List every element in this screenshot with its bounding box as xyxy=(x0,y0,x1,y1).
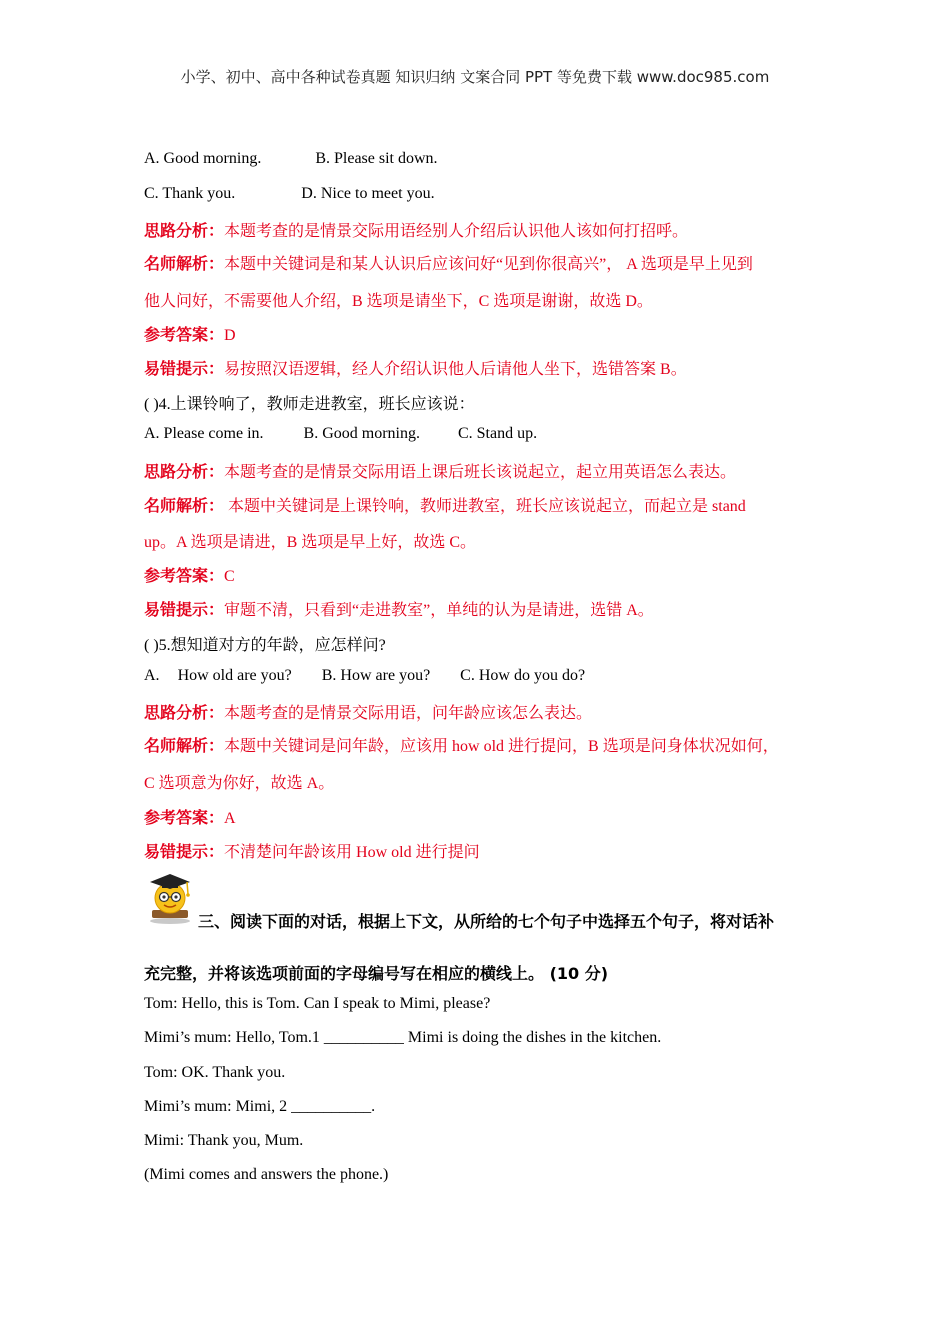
dialogue-line: Mimi: Thank you, Mum. xyxy=(144,1132,304,1149)
q3-explain-line-2: 他人问好，不需要他人介绍，B 选项是请坐下，C 选项是谢谢，故选 D。 xyxy=(144,293,653,310)
q4-option-a: A. Please come in. xyxy=(144,425,264,442)
dialogue-line: Mimi’s mum: Hello, Tom.1 __________ Mimi is doing the dishes in the kitchen. xyxy=(144,1029,662,1046)
q3-answer-label: 参考答案： xyxy=(144,327,225,344)
q4-analysis-label: 思路分析： xyxy=(144,464,225,481)
q5-option-a-letter: A. xyxy=(144,667,160,684)
q4-answer: 参考答案：C xyxy=(144,568,235,585)
q3-answer: 参考答案：D xyxy=(144,327,236,344)
q5-explain-line-2: C 选项意为你好，故选 A。 xyxy=(144,775,335,792)
q5-option-a: How old are you? xyxy=(177,667,292,684)
dialogue-line: Tom: Hello, this is Tom. Can I speak to Mimi, please? xyxy=(144,995,491,1012)
q3-option-a: A. Good morning. xyxy=(144,150,262,167)
q3-options-row-2 xyxy=(144,185,435,203)
q3-option-c: C. Thank you. xyxy=(144,185,236,202)
q5-tip-label: 易错提示： xyxy=(144,844,225,861)
q4-explain-label: 名师解析： xyxy=(144,498,225,515)
section-3-title-line-2: 充完整，并将该选项前面的字母编号写在相应的横线上。 (10 分) xyxy=(144,964,609,983)
q4-options-row xyxy=(144,425,537,443)
dialogue-line: Mimi’s mum: Mimi, 2 __________. xyxy=(144,1098,376,1115)
q5-tip: 易错提示：不清楚问年龄该用 How old 进行提问 xyxy=(144,844,480,861)
q5-explain-line-1: 名师解析：本题中关键词是问年龄，应该用 how old 进行提问，B 选项是问身体状况如何， xyxy=(144,738,779,755)
q3-explain-label: 名师解析： xyxy=(144,256,225,273)
q3-analysis: 思路分析：本题考查的是情景交际用语经别人介绍后认识他人该如何打招呼。 xyxy=(144,223,689,240)
q5-analysis-label: 思路分析： xyxy=(144,705,225,722)
q5-explain-label: 名师解析： xyxy=(144,738,225,755)
dialogue-line: Tom: OK. Thank you. xyxy=(144,1064,286,1081)
q4-answer-label: 参考答案： xyxy=(144,568,225,585)
graduate-mascot-icon xyxy=(143,870,197,924)
q3-option-b: B. Please sit down. xyxy=(315,150,438,167)
q3-tip: 易错提示：易按照汉语逻辑，经人介绍认识他人后请他人坐下，选错答案 B。 xyxy=(144,361,687,378)
q4-question: ( )4.上课铃响了，教师走进教室，班长应该说： xyxy=(144,396,475,413)
q3-explain-line-1: 名师解析：本题中关键词是和某人认识后应该问好“见到你很高兴”， A 选项是早上见到 xyxy=(144,256,753,273)
q5-question: ( )5.想知道对方的年龄，应怎样问? xyxy=(144,637,386,654)
section-3-title-line-1: 三、阅读下面的对话，根据上下文，从所给的七个句子中选择五个句子，将对话补 xyxy=(198,912,775,931)
q5-answer: 参考答案：A xyxy=(144,810,236,827)
dialogue-line: (Mimi comes and answers the phone.) xyxy=(144,1166,389,1183)
q4-analysis: 思路分析：本题考查的是情景交际用语上课后班长该说起立，起立用英语怎么表达。 xyxy=(144,464,737,481)
q5-answer-label: 参考答案： xyxy=(144,810,225,827)
q5-options-row xyxy=(144,667,585,685)
q4-option-c: C. Stand up. xyxy=(457,425,538,442)
q4-option-b: B. Good morning. xyxy=(303,425,420,442)
q3-options-row-1 xyxy=(144,150,438,168)
q4-tip-label: 易错提示： xyxy=(144,602,225,619)
q4-explain-line-1: 名师解析： 本题中关键词是上课铃响，教师进教室，班长应该说起立，而起立是 stand xyxy=(144,498,746,515)
q5-option-c: C. How do you do? xyxy=(460,667,586,684)
q5-option-b: B. How are you? xyxy=(321,667,431,684)
q3-option-d: D. Nice to meet you. xyxy=(301,185,435,202)
page-header: 小学、初中、高中各种试卷真题 知识归纳 文案合同 PPT 等免费下载 www.doc985.com xyxy=(180,68,770,86)
q4-explain-line-2: up。A 选项是请进，B 选项是早上好，故选 C。 xyxy=(144,534,477,551)
q4-tip: 易错提示：审题不清，只看到“走进教室”，单纯的认为是请进，选错 A。 xyxy=(144,602,654,619)
q5-analysis: 思路分析：本题考查的是情景交际用语，问年龄应该怎么表达。 xyxy=(144,705,593,722)
q3-tip-label: 易错提示： xyxy=(144,361,225,378)
q3-analysis-label: 思路分析： xyxy=(144,223,225,240)
